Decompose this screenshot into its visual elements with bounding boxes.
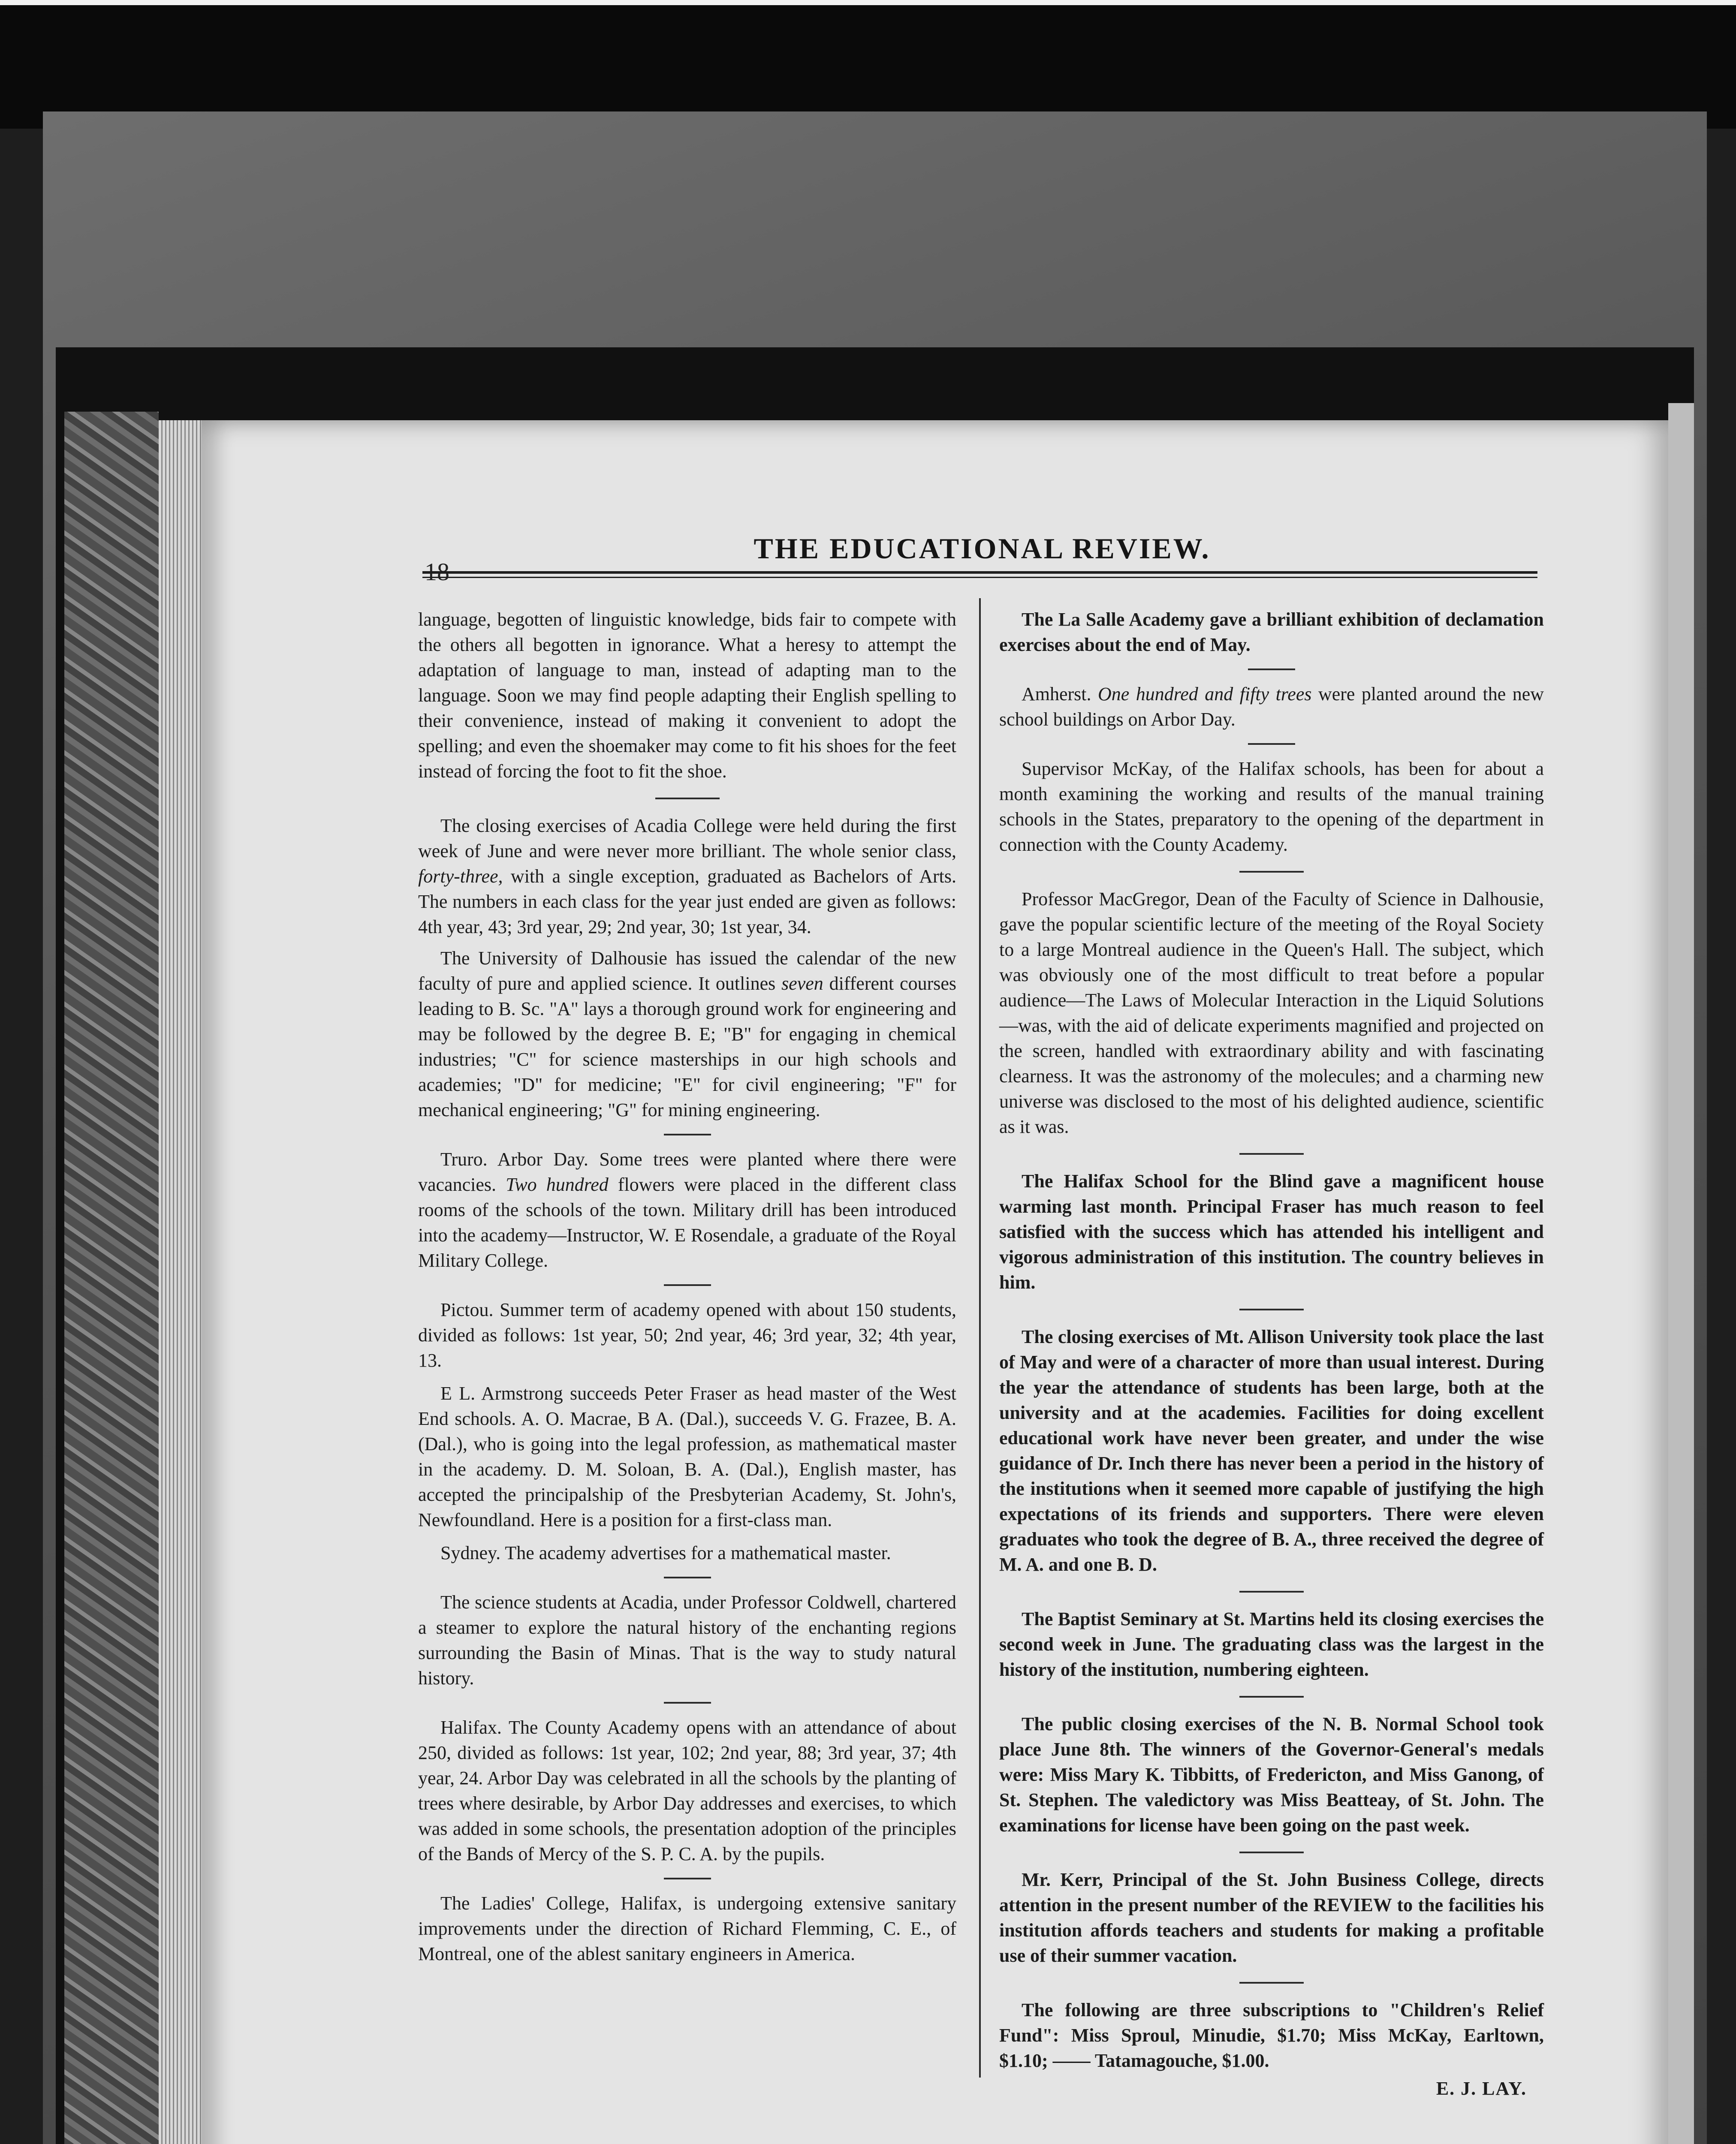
separator-rule	[1239, 871, 1304, 873]
text-run: different courses leading to B. Sc. "A" lays a thorough ground work for engineering and may be followed by the degree B. E; "B" for engaging in chemical industries; "C" for science masterships in our high schools and academies; "D" for medicine; "E" for civil engineering; "F" for mechanical engineering; "G" for mining engineering.	[418, 973, 956, 1120]
article-spelling-reform: language, begotten of linguistic knowledge, bids fair to compete with the others all begotten in ignorance. What a heresy to attempt the adaptation of language to man, instead of adapting man to the language. Soon we may find people adapting their English spelling to their convenience, instead of making it convenient to adopt the spelling; and even the shoemaker may come to fit his shoes for the feet instead of forcing the foot to fit the shoe.	[418, 609, 956, 782]
separator-rule	[1239, 1852, 1304, 1853]
article-sydney: Sydney. The academy advertises for a mathematical master.	[440, 1542, 891, 1563]
running-title: THE EDUCATIONAL REVIEW.	[753, 532, 1211, 565]
italic-text-run: seven	[781, 973, 823, 994]
article-la-salle-academy: The La Salle Academy gave a brilliant exhibition of declamation exercises about the end of May.	[999, 609, 1544, 655]
separator-rule	[664, 1284, 711, 1286]
signature: E. J. LAY.	[1436, 2078, 1527, 2099]
article-childrens-relief-fund: The following are three subscriptions to "Children's Relief Fund": Miss Sproul, Minudie, $1.70; Miss McKay, Earltown, $1.10; —— Tatamagouche, $1.00.	[999, 1999, 1544, 2071]
text-run: were planted around the new school buildings on Arbor Day.	[999, 684, 1544, 730]
separator-rule	[1239, 1591, 1304, 1593]
column-divider	[979, 598, 981, 2078]
separator-rule	[1239, 1696, 1304, 1698]
left-column	[418, 607, 956, 1966]
separator-rule	[655, 798, 720, 799]
page-edges	[159, 420, 206, 2144]
header-rule	[422, 571, 1537, 574]
article-truro-arbor-day	[418, 1147, 956, 1273]
text-run: The University of Dalhousie has issued the calendar of the new faculty of pure and applied science. It outlines	[418, 948, 956, 994]
article-amherst	[999, 681, 1544, 732]
article-business-college: Mr. Kerr, Principal of the St. John Business College, directs attention in the present number of the REVIEW to the facilities his institution affords teachers and students for making a profitable use of their summer vacation.	[999, 1869, 1544, 1966]
page-right-edge	[1668, 403, 1694, 2144]
separator-rule	[1239, 1153, 1304, 1155]
article-ladies-college: The Ladies' College, Halifax, is undergoing extensive sanitary improvements under the direction of Richard Flemming, C. E., of Montreal, one of the ablest sanitary engineers in America.	[418, 1893, 956, 1964]
italic-text-run: One hundred and fifty trees	[1098, 684, 1312, 705]
separator-rule	[664, 1702, 711, 1704]
article-professor-macgregor: Professor MacGregor, Dean of the Faculty of Science in Dalhousie, gave the popular scientific lecture of the meeting of the Royal Society to a large Montreal audience in the Queen's Hall. The subject, which was obviously one of the most difficult to treat before a popular audience—The Laws of Molecular Interaction in the Liquid Solutions—was, with the aid of delicate experiments magnified and projected on the screen, handled with extraordinary ability and with fascinating clearness. It was the astronomy of the molecules; and a charming new universe was disclosed to the most of his delighted audience, scientific as it was.	[999, 888, 1544, 1137]
separator-rule	[1239, 1982, 1304, 1984]
italic-text-run: Two hundred	[506, 1174, 609, 1195]
article-normal-school: The public closing exercises of the N. B. Normal School took place June 8th. The winners of the Governor-General's medals were: Miss Mary K. Tibbitts, of Fredericton, and Miss Ganong, of St. Stephen. The valedictory was Miss Beatteay, of St. John. The examinations for license have been going on the past week.	[999, 1713, 1544, 1836]
separator-rule	[1239, 1309, 1304, 1310]
separator-rule	[1248, 743, 1295, 745]
article-pictou: Pictou. Summer term of academy opened with about 150 students, divided as follows: 1st year, 50; 2nd year, 46; 3rd year, 32; 4th year, 13.	[418, 1299, 956, 1371]
article-baptist-seminary: The Baptist Seminary at St. Martins held its closing exercises the second week in June. The graduating class was the largest in the history of the institution, numbering eighteen.	[999, 1608, 1544, 1680]
separator-rule	[1248, 668, 1295, 670]
article-dalhousie-calendar	[418, 946, 956, 1123]
header-rule-thin	[422, 577, 1537, 578]
text-run: Amherst.	[1022, 684, 1098, 705]
article-acadia-science-students: The science students at Acadia, under Professor Coldwell, chartered a steamer to explore the natural history of the enchanting regions surrounding the Basin of Minas. That is the way to study natural history.	[418, 1592, 956, 1689]
article-armstrong-appointments: E L. Armstrong succeeds Peter Fraser as head master of the West End schools. A. O. Macrae, B A. (Dal.), succeeds V. G. Frazee, B. A. (Dal.), who is going into the legal profession, as mathematical master in the academy. D. M. Soloan, B. A. (Dal.), English master, has accepted the principalship of the Presbyterian Academy, St. John's, Newfoundland. Here is a position for a first-class man.	[418, 1383, 956, 1530]
text-run: flowers were placed in the different class rooms of the schools of the town. Military drill has been introduced into the academy—Instructor, W. E Rosendale, a graduate of the Royal Military College.	[418, 1174, 956, 1271]
article-school-for-blind: The Halifax School for the Blind gave a magnificent house warming last month. Principal Fraser has much reason to feel satisfied with the success which has attended his intelligent and vigorous administration of this institution. The country believes in him.	[999, 1171, 1544, 1293]
film-border-top	[0, 0, 1736, 129]
italic-text-run: forty-three,	[418, 866, 503, 887]
separator-rule	[664, 1134, 711, 1135]
text-run: Truro. Arbor Day. Some trees were planted where there were vacancies.	[418, 1149, 956, 1195]
marbled-endpaper	[64, 412, 159, 2144]
article-acadia-closing	[418, 813, 956, 940]
separator-rule	[664, 1878, 711, 1879]
right-column	[999, 607, 1544, 2101]
page-number: 18	[425, 558, 449, 586]
article-supervisor-mckay: Supervisor McKay, of the Halifax schools, has been for about a month examining the working and results of the manual training schools in the States, preparatory to the opening of the department in connection with the County Academy.	[999, 758, 1544, 855]
text-run: The closing exercises of Acadia College were held during the first week of June and were never more brilliant. The whole senior class,	[418, 815, 956, 861]
text-run: with a single exception, graduated as Bachelors of Arts. The numbers in each class for the year just ended are given as follows: 4th year, 43; 3rd year, 29; 2nd year, 30; 1st year, 34.	[418, 866, 956, 937]
separator-rule	[664, 1577, 711, 1578]
article-mt-allison: The closing exercises of Mt. Allison University took place the last of May and were of a character of more than usual interest. During the year the attendance of students has been large, both at the university and at the academies. Facilities for doing excellent educational work have never been greater, and under the wise guidance of Dr. Inch there has never been a period in the history of the institutions when it seemed more capable of justifying the high expectations of its friends and supporters. There were eleven graduates who took the degree of B. A., three received the degree of M. A. and one B. D.	[999, 1326, 1544, 1575]
article-halifax-academy: Halifax. The County Academy opens with an attendance of about 250, divided as follows: 1st year, 102; 2nd year, 88; 3rd year, 37; 4th year, 24. Arbor Day was celebrated in all the schools by the planting of trees where desirable, by Arbor Day addresses and exercises, to which was added in some schools, the presentation adoption of the principles of the Bands of Mercy of the S. P. C. A. by the pupils.	[418, 1717, 956, 1864]
